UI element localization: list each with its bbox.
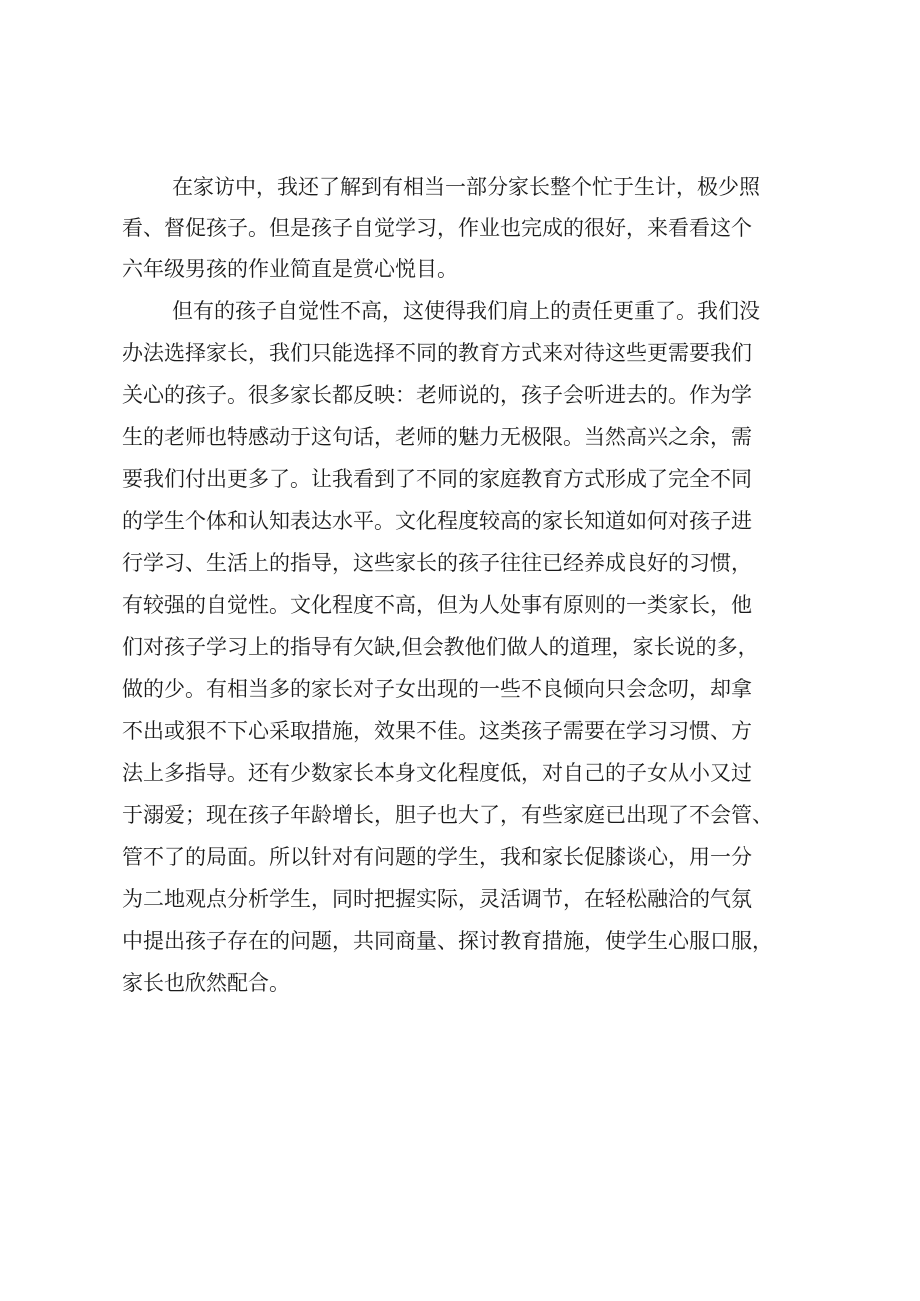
paragraph-2-line-3: 关心的孩子。很多家长都反映：老师说的，孩子会听进去的。作为学: [122, 383, 752, 407]
paragraph-2-line-14: 管不了的局面。所以针对有问题的学生，我和家长促膝谈心，用一分: [122, 845, 752, 869]
paragraph-2-line-11: 不出或狠不下心采取措施，效果不佳。这类孩子需要在学习习惯、方: [122, 719, 752, 743]
paragraph-2-line-10: 做的少。有相当多的家长对子女出现的一些不良倾向只会念叨，却拿: [122, 677, 752, 701]
paragraph-2-line-1: 但有的孩子自觉性不高，这使得我们肩上的责任更重了。我们没: [172, 299, 760, 323]
paragraph-2-line-6: 的学生个体和认知表达水平。文化程度较高的家长知道如何对孩子进: [122, 509, 752, 533]
paragraph-2-line-4: 生的老师也特感动于这句话，老师的魅力无极限。当然高兴之余，需: [122, 425, 752, 449]
paragraph-2-line-16: 中提出孩子存在的问题，共同商量、探讨教育措施，使学生心服口服，: [122, 929, 773, 953]
paragraph-2-line-7: 行学习、生活上的指导，这些家长的孩子往往已经养成良好的习惯，: [122, 551, 752, 575]
paragraph-1-line-3: 六年级男孩的作业简直是赏心悦目。: [122, 257, 458, 281]
paragraph-1-line-2: 看、督促孩子。但是孩子自觉学习，作业也完成的很好，来看看这个: [122, 216, 752, 240]
paragraph-2-line-17: 家长也欣然配合。: [122, 971, 290, 995]
paragraph-2-line-5: 要我们付出更多了。让我看到了不同的家庭教育方式形成了完全不同: [122, 467, 752, 491]
paragraph-2-line-9: 们对孩子学习上的指导有欠缺,但会教他们做人的道理，家长说的多，: [122, 635, 759, 659]
paragraph-2-line-15: 为二地观点分析学生，同时把握实际，灵活调节，在轻松融洽的气氛: [122, 887, 752, 911]
paragraph-2-line-13: 于溺爱；现在孩子年龄增长，胆子也大了，有些家庭已出现了不会管、: [122, 803, 773, 827]
paragraph-2-line-12: 法上多指导。还有少数家长本身文化程度低，对自己的子女从小又过: [122, 761, 752, 785]
paragraph-1-line-1: 在家访中，我还了解到有相当一部分家长整个忙于生计，极少照: [172, 175, 760, 199]
paragraph-2-line-2: 办法选择家长，我们只能选择不同的教育方式来对待这些更需要我们: [122, 341, 752, 365]
paragraph-2-line-8: 有较强的自觉性。文化程度不高，但为人处事有原则的一类家长，他: [122, 593, 752, 617]
